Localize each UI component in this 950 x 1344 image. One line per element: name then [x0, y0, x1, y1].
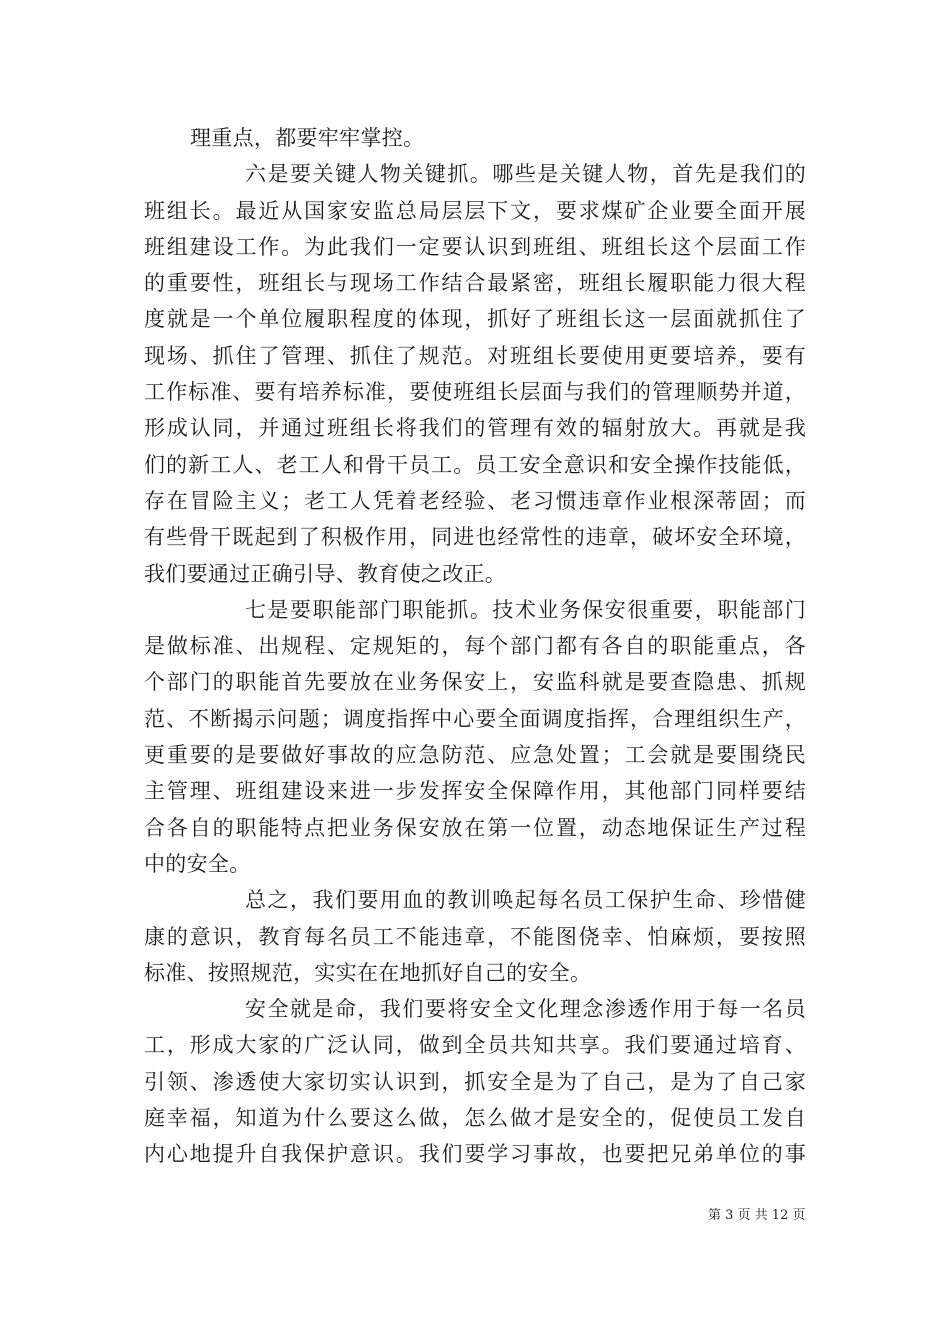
text-line: 度就是一个单位履职程度的体现，抓好了班组长这一层面就抓住了	[144, 307, 806, 332]
text-line: 的重要性，班组长与现场工作结合最紧密，班组长履职能力很大程	[144, 271, 806, 296]
text-line: 有些骨干既起到了积极作用，同进也经常性的违章，破坏安全环境，	[144, 525, 806, 550]
text-line: 班组建设工作。为此我们一定要认识到班组、班组长这个层面工作	[144, 234, 806, 259]
text-line: 工，形成大家的广泛认同，做到全员共知共享。我们要通过培育、	[144, 1033, 806, 1058]
text-line: 班组长。最近从国家安监总局层层下文，要求煤矿企业要全面开展	[144, 198, 806, 223]
text-line: 内心地提升自我保护意识。我们要学习事故，也要把兄弟单位的事	[144, 1142, 806, 1167]
text-line: 康的意识，教育每名员工不能违章，不能图侥幸、怕麻烦，要按照	[144, 924, 806, 949]
text-line: 范、不断揭示问题；调度指挥中心要全面调度指挥，合理组织生产，	[144, 706, 806, 731]
text-line: 庭幸福，知道为什么要这么做，怎么做才是安全的，促使员工发自	[144, 1106, 806, 1131]
text-line: 标准、按照规范，实实在在地抓好自己的安全。	[144, 960, 592, 985]
text-line: 工作标准、要有培养标准，要使班组长层面与我们的管理顺势并道，	[144, 380, 806, 405]
text-line: 七是要职能部门职能抓。技术业务保安很重要，职能部门	[245, 597, 806, 622]
text-line: 理重点，都要牢牢掌控。	[190, 126, 425, 150]
text-line: 六是要关键人物关键抓。哪些是关键人物，首先是我们的	[245, 162, 806, 187]
page-number-footer: 第 3 页 共 12 页	[708, 1208, 806, 1223]
text-line: 们的新工人、老工人和骨干员工。员工安全意识和安全操作技能低，	[144, 452, 806, 477]
text-line: 中的安全。	[144, 851, 251, 876]
text-line: 我们要通过正确引导、教育使之改正。	[144, 561, 507, 586]
text-line: 是做标准、出规程、定规矩的，每个部门都有各自的职能重点，各	[144, 634, 806, 659]
text-line: 主管理、班组建设来进一步发挥安全保障作用，其他部门同样要结	[144, 779, 806, 804]
text-line: 总之，我们要用血的教训唤起每名员工保护生命、珍惜健	[245, 888, 806, 913]
text-line: 合各自的职能特点把业务保安放在第一位置，动态地保证生产过程	[144, 815, 806, 840]
text-line: 引领、渗透使大家切实认识到，抓安全是为了自己，是为了自己家	[144, 1069, 806, 1094]
document-body	[144, 120, 806, 1173]
text-line: 现场、抓住了管理、抓住了规范。对班组长要使用更要培养，要有	[144, 343, 806, 368]
text-line: 个部门的职能首先要放在业务保安上，安监科就是要查隐患、抓规	[144, 670, 806, 695]
text-line: 形成认同，并通过班组长将我们的管理有效的辐射放大。再就是我	[144, 416, 806, 441]
text-line: 更重要的是要做好事故的应急防范、应急处置；工会就是要围绕民	[144, 743, 806, 768]
text-line: 存在冒险主义；老工人凭着老经验、老习惯违章作业根深蒂固；而	[144, 488, 806, 513]
text-line: 安全就是命，我们要将安全文化理念渗透作用于每一名员	[245, 997, 806, 1022]
